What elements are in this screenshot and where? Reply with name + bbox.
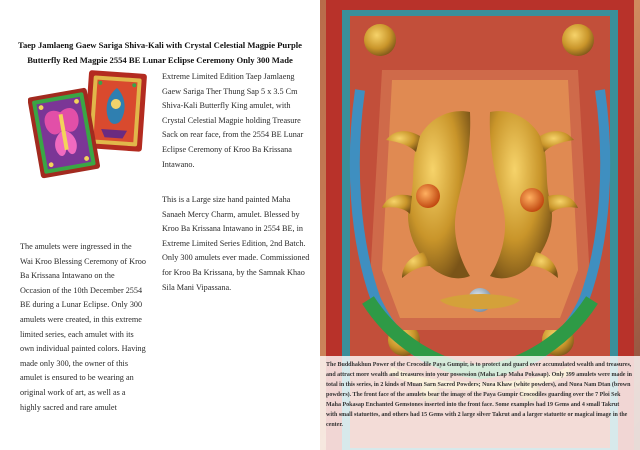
document-title: Taep Jamlaeng Gaew Sariga Shiva-Kali with Crystal Celestial Magpie Purple Butterfly Red Magpie 2554 BE Lunar Eclipse Ceremony Only 300 Made	[18, 40, 302, 65]
amulet-thumbnail-image	[28, 70, 148, 180]
image-caption-text: The Buddhakhun Power of the Crocodile Paya Gumpir, is to protect and guard over accumulated wealth and treasures, and attract more wealth and treasures into your possession (Maha Lap Maha Pokasap). Only 399 amulets were made in total in this series, in 2 kinds of Muan Sarn Sacred Powders; Nuea Khaw (white powders), and Nuea Nam Dtan (brown powders). The front face of the amulets bear the image of the Paya Gumpir Crocodiles guarding over the 7 Ploi Sek Maha Pokasap Enchanted Gemstones inserted into the front face. Some examples had 19 Gems and 4 small Takrut with small statuettes, and others had 15 Gems with 2 large silver Takrut and a larger statuette or magical image in the center.	[326, 362, 632, 428]
amulet-photo-page	[320, 0, 640, 450]
description-paragraph-3: The amulets were ingressed in the Wai Kroo Blessing Ceremony of Kroo Ba Krissana Intawano on the Occasion of the 10th December 2554 BE during a Lunar Eclipse. Only 300 amulets were created, in this extreme limited series, each amulet with its own individual painted colors. Having made only 300, the owner of this amulet is ensured to be wearing an original work of art, as well as a highly sacred and rare amulet	[20, 242, 146, 412]
description-paragraph-1: Extreme Limited Edition Taep Jamlaeng Gaew Sariga Ther Thung Sap 5 x 3.5 Cm Shiva-Kali Butterfly King amulet, with Crystal Celestial Magpie holding Treasure Sack on rear face, from the 2554 BE Lunar Eclipse Ceremony of Kroo Ba Krissana Intawano.	[162, 72, 304, 169]
description-paragraph-2: This is a Large size hand painted Maha Sanaeh Mercy Charm, amulet. Blessed by Kroo Ba Krissana Intawano in 2554 BE, in Extreme Limited Series Edition, 2nd Batch. Only 300 amulets ever made. Commissioned for Kroo Ba Krissana, by the Samnak Khao Sila Mani Vipassana.	[162, 195, 310, 292]
image-caption-box	[320, 356, 640, 450]
